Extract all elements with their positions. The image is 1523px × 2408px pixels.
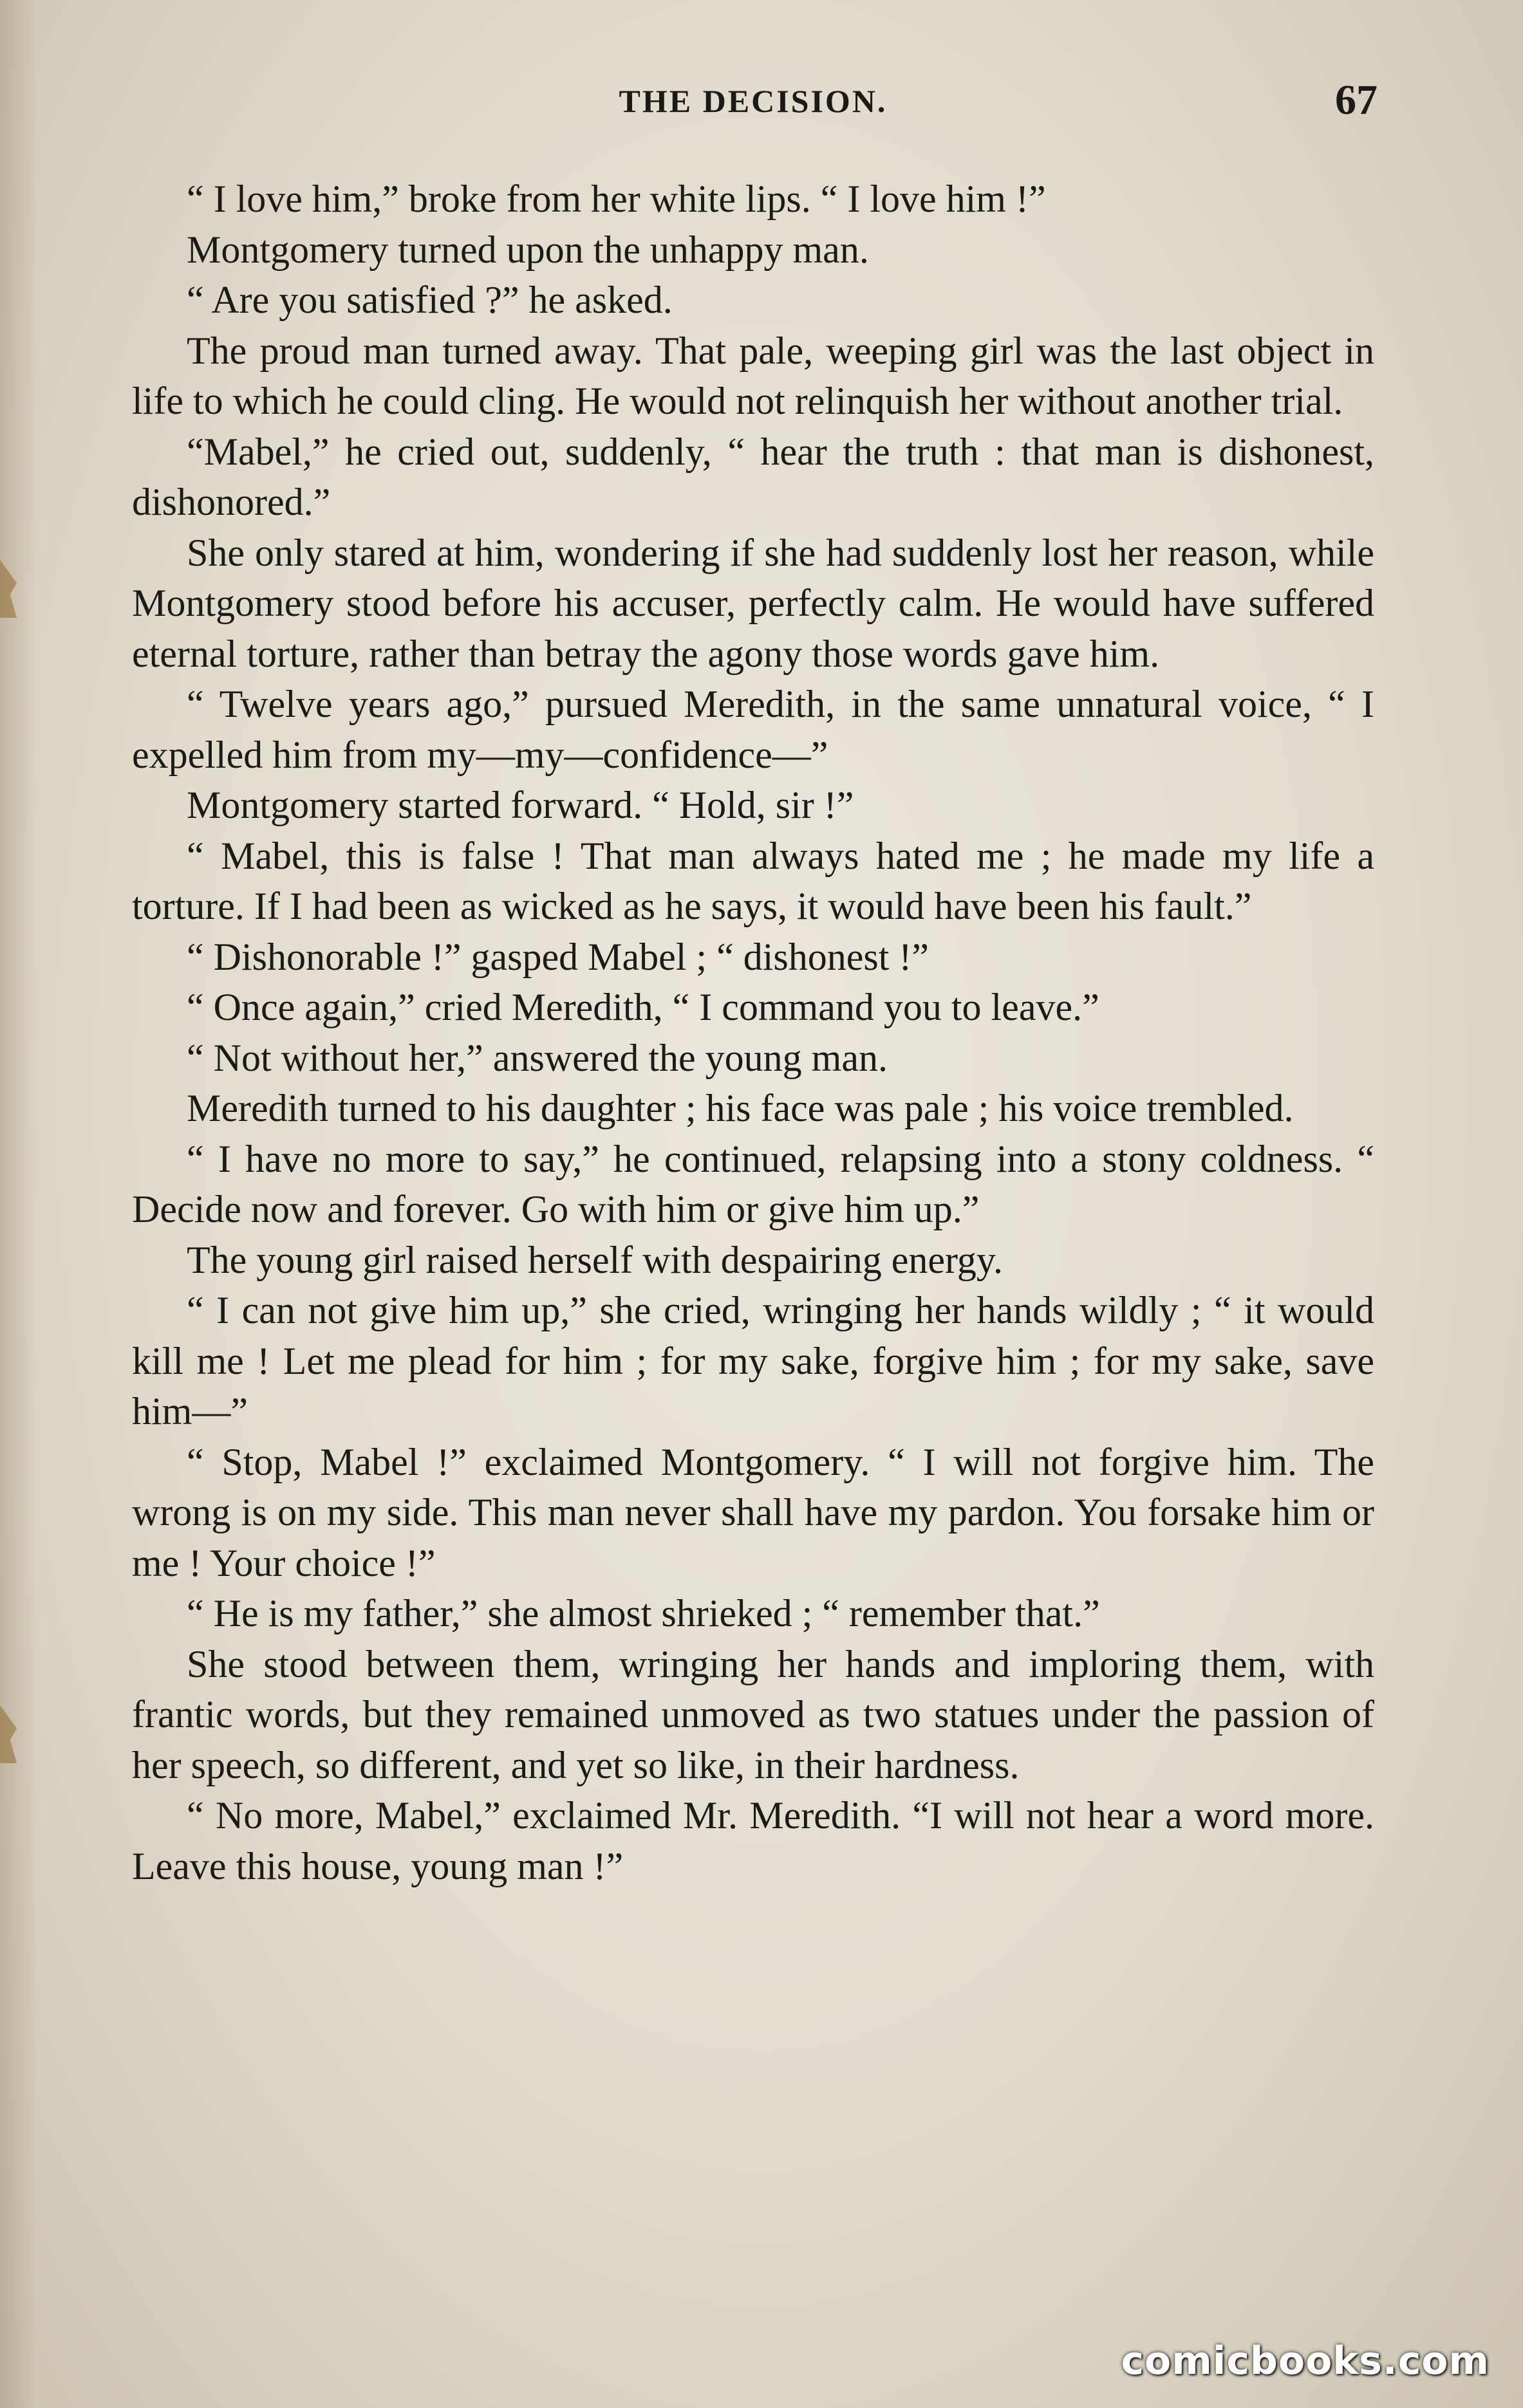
paragraph: “ I love him,” broke from her white lips. “ I love him !” <box>187 178 1046 220</box>
page-number: 67 <box>1335 77 1378 124</box>
paragraph: The proud man turned away. That pale, weeping girl was the last object in life to which he could cling. He would not relinquish her without another trial. <box>132 329 1374 422</box>
paragraph: “ Not without her,” answered the young man. <box>187 1036 888 1079</box>
paragraph: “ Are you satisfied ?” he asked. <box>187 279 673 321</box>
running-title: THE DECISION. <box>619 83 888 119</box>
paragraph: “ Once again,” cried Meredith, “ I command you to leave.” <box>187 986 1099 1028</box>
paragraph: “ I can not give him up,” she cried, wringing her hands wildly ; “ it would kill me ! Let me plead for him ; for my sake, forgive him ; for my sake, save him—” <box>132 1289 1374 1432</box>
paragraph: She only stared at him, wondering if she had suddenly lost her reason, while Montgomery stood before his accuser, perfectly calm. He would have suffered eternal torture, rather than betray the agony those words gave him. <box>132 531 1374 675</box>
paragraph: “ Mabel, this is false ! That man always hated me ; he made my life a torture. If I had been as wicked as he says, it would have been his fault.” <box>132 834 1374 927</box>
watermark: comicbooks.com <box>1121 2339 1490 2384</box>
paragraph: “ No more, Mabel,” exclaimed Mr. Meredith. “I will not hear a word more. Leave this house, young man !” <box>132 1794 1374 1887</box>
paragraph: “ Dishonorable !” gasped Mabel ; “ dishonest !” <box>187 935 929 978</box>
paragraph: “ Stop, Mabel !” exclaimed Montgomery. “ I will not forgive him. The wrong is on my side. This man never shall have my pardon. You forsake him or me ! Your choice !” <box>132 1440 1374 1584</box>
paragraph: Meredith turned to his daughter ; his face was pale ; his voice trembled. <box>187 1087 1294 1129</box>
paragraph: She stood between them, wringing her hands and imploring them, with frantic words, but they remained unmoved as two statues under the passion of her speech, so different, and yet so like, in their hardness. <box>132 1642 1374 1786</box>
paragraph: “ I have no more to say,” he continued, relapsing into a stony coldness. “ Decide now and forever. Go with him or give him up.” <box>132 1137 1374 1230</box>
page-edge-stain <box>0 0 39 2408</box>
paragraph: The young girl raised herself with despairing energy. <box>187 1238 1003 1281</box>
paragraph: “ He is my father,” she almost shrieked ; “ remember that.” <box>187 1592 1100 1635</box>
paragraph: “Mabel,” he cried out, suddenly, “ hear the truth : that man is dishonest, dishonored.” <box>132 430 1374 523</box>
paragraph: “ Twelve years ago,” pursued Meredith, in the same unnatural voice, “ I expelled him from my—my—confidence—” <box>132 683 1374 776</box>
paragraph: Montgomery turned upon the unhappy man. <box>187 228 869 271</box>
paragraph: Montgomery started forward. “ Hold, sir !” <box>187 784 854 826</box>
page-header <box>129 76 1378 134</box>
body-text <box>132 174 1374 1891</box>
